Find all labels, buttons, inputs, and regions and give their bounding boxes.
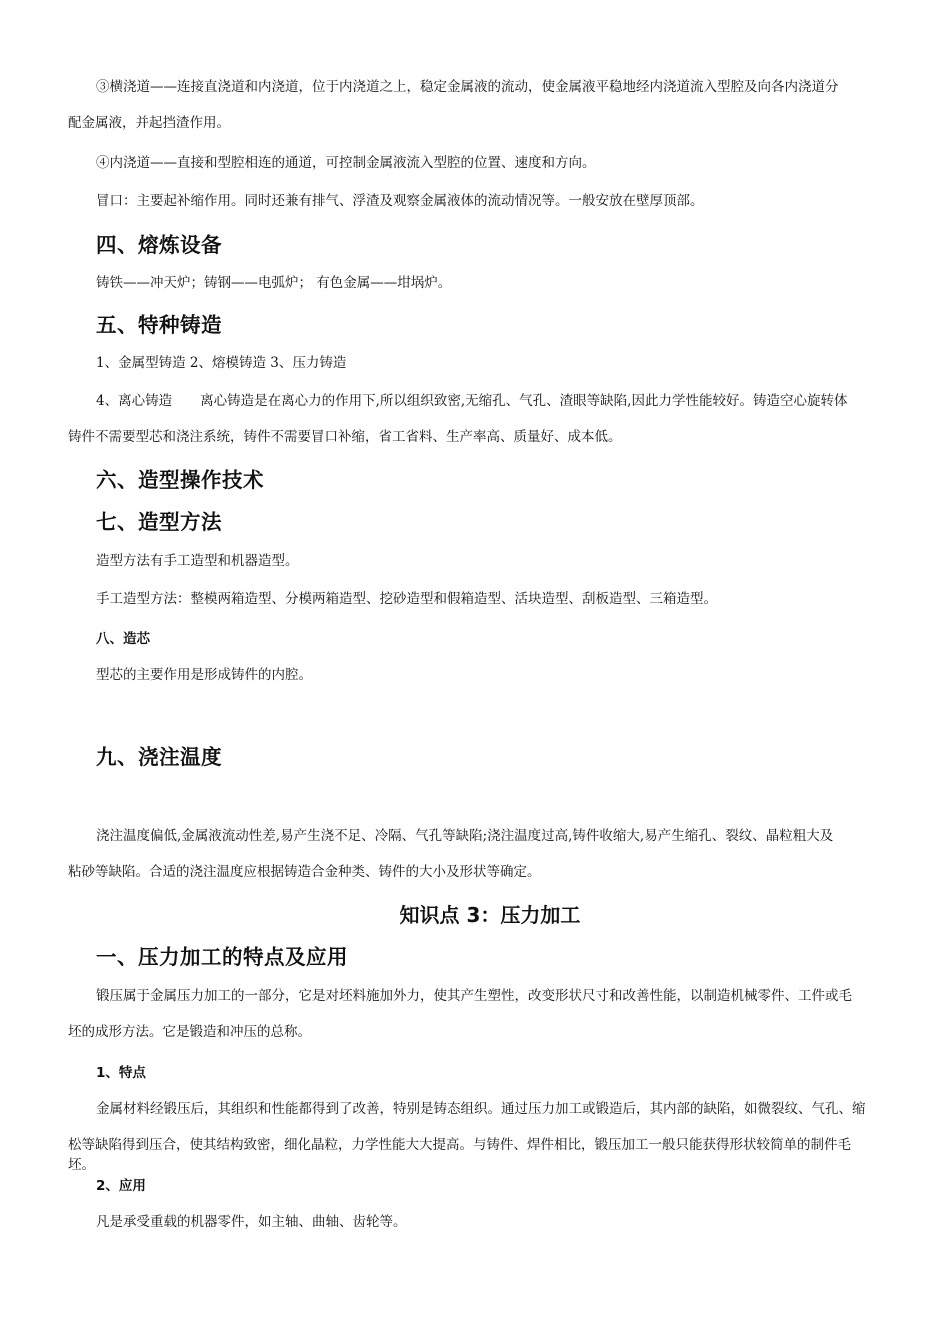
paragraph-line: 浇注温度偏低,金属液流动性差,易产生浇不足、冷隔、气孔等缺陷;浇注温度过高,铸件收缩大,易产生缩孔、裂纹、晶粒粗大及 [96, 828, 834, 844]
heading-core-making: 八、造芯 [96, 631, 150, 647]
paragraph-line: 粘砂等缺陷。合适的浇注温度应根据铸造合金种类、铸件的大小及形状等确定。 [68, 864, 541, 880]
heading-pouring-temperature: 九、浇注温度 [96, 745, 222, 769]
heading-molding-methods: 七、造型方法 [96, 510, 222, 534]
paragraph-line: 离心铸造是在离心力的作用下,所以组织致密,无缩孔、气孔、渣眼等缺陷,因此力学性能较好。铸造空心旋转体 [200, 393, 848, 409]
paragraph-molding-methods: 造型方法有手工造型和机器造型。 [96, 553, 299, 569]
paragraph-characteristics [68, 1099, 888, 1175]
paragraph-line: 锻压属于金属压力加工的一部分，它是对坯料施加外力，使其产生塑性，改变形状尺寸和改善性能，以制造机械零件、工件或毛 [96, 988, 852, 1004]
paragraph-line: 配金属液，并起挡渣作用。 [68, 115, 230, 131]
paragraph-casting-types: 1、金属型铸造 2、熔模铸造 3、压力铸造 [96, 355, 347, 371]
paragraph-line-label: 4、离心铸造 [96, 393, 173, 409]
paragraph-line: 坯的成形方法。它是锻造和冲压的总称。 [68, 1024, 311, 1040]
heading-special-casting: 五、特种铸造 [96, 313, 222, 337]
paragraph-line: 松等缺陷得到压合，使其结构致密，细化晶粒，力学性能大大提高。与铸件、焊件相比，锻压加工一般只能获得形状较简单的制件毛坯。 [68, 1137, 851, 1173]
heading-applications: 2、应用 [96, 1178, 146, 1194]
heading-smelting-equipment: 四、熔炼设备 [96, 233, 222, 257]
paragraph-core-function: 型芯的主要作用是形成铸件的内腔。 [96, 667, 312, 683]
paragraph-applications: 凡是承受重载的机器零件，如主轴、曲轴、齿轮等。 [96, 1214, 407, 1230]
paragraph-line: 金属材料经锻压后，其组织和性能都得到了改善，特别是铸态组织。通过压力加工或锻造后，其内部的缺陷，如微裂纹、气孔、缩 [96, 1101, 866, 1117]
paragraph-ingate: ④内浇道——直接和型腔相连的通道，可控制金属液流入型腔的位置、速度和方向。 [96, 155, 596, 171]
paragraph-horizontal-runner [68, 77, 888, 133]
paragraph-furnaces: 铸铁——冲天炉；铸钢——电弧炉； 有色金属——坩埚炉。 [96, 275, 452, 291]
heading-characteristics-and-applications: 一、压力加工的特点及应用 [96, 945, 348, 969]
section-title-pressure-processing: 知识点 3：压力加工 [399, 903, 581, 927]
paragraph-riser: 冒口：主要起补缩作用。同时还兼有排气、浮渣及观察金属液体的流动情况等。一般安放在壁厚顶部。 [96, 193, 704, 209]
paragraph-line: 铸件不需要型芯和浇注系统，铸件不需要冒口补缩，省工省料、生产率高、质量好、成本低。 [68, 429, 622, 445]
heading-characteristics: 1、特点 [96, 1065, 146, 1081]
paragraph-manual-molding: 手工造型方法：整模两箱造型、分模两箱造型、挖砂造型和假箱造型、活块造型、刮板造型、三箱造型。 [96, 591, 717, 607]
paragraph-centrifugal-casting [68, 391, 888, 447]
heading-molding-technique: 六、造型操作技术 [96, 468, 264, 492]
paragraph-pouring-temperature [68, 826, 888, 882]
paragraph-line: ③横浇道——连接直浇道和内浇道，位于内浇道之上，稳定金属液的流动，使金属液平稳地经内浇道流入型腔及向各内浇道分 [96, 79, 839, 95]
paragraph-forging-definition [68, 986, 888, 1042]
